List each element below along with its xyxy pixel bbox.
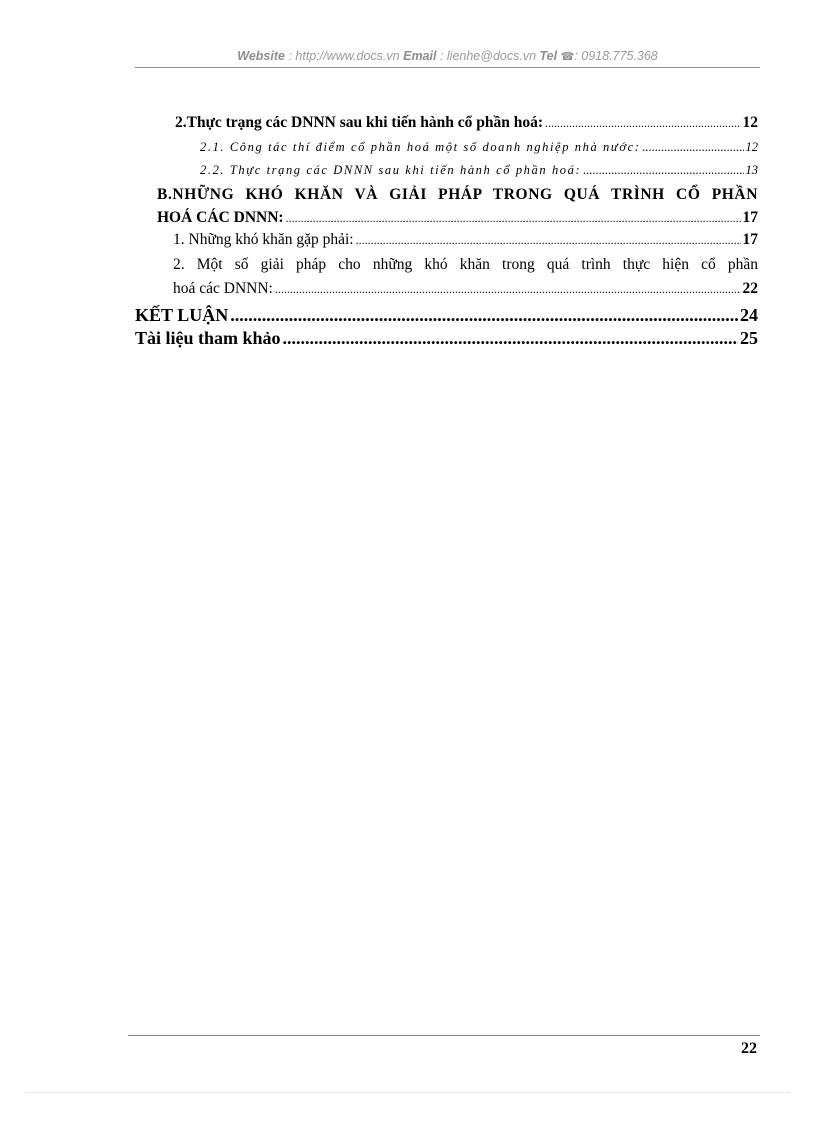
toc-item-label: 2.Thực trạng các DNNN sau khi tiến hành cổ phần hoá: [175,114,544,131]
toc-leader [643,140,744,155]
toc-page-number: 17 [742,231,758,248]
toc-page-number: 17 [742,209,758,226]
toc-leader [286,211,741,226]
tel-value: : 0918.775.368 [574,49,658,63]
toc-page-number: 13 [745,163,758,177]
toc-item-b2-line1: 2. Một số giải pháp cho những khó khăn trong quá trình thực hiện cổ phần [173,256,758,273]
email-value: : lienhe@docs.vn [439,49,537,63]
website-value: : http://www.docs.vn [288,49,400,63]
footer-divider [128,1035,760,1036]
toc-item-2 [175,114,758,132]
toc-page-number: 22 [742,280,758,297]
email-label: Email [403,49,437,63]
toc-item-label: HOÁ CÁC DNNN: [157,209,284,226]
website-label: Website [237,49,285,63]
toc-item-2-2 [200,163,758,178]
toc-item-label: hoá các DNNN: [173,280,273,297]
toc-item-label: 2.2. Thực trạng các DNNN sau khi tiến hành cổ phần hoá: [200,163,582,177]
toc-tai-lieu [135,328,758,349]
toc-page-number: 25 [740,328,758,348]
toc-item-label: Tài liệu tham khảo [135,328,281,348]
toc-item-b2 [173,280,758,298]
toc-item-b-line1: B.NHỮNG KHÓ KHĂN VÀ GIẢI PHÁP TRONG QUÁ TRÌNH CỔ PHẦN [157,186,758,203]
toc-page-number: 24 [740,305,758,325]
toc-ket-luan [135,305,758,326]
toc-leader [583,163,743,178]
page-bottom-border [26,1092,790,1093]
toc-item-b [157,209,758,227]
page-header [135,46,760,68]
toc-leader [283,328,738,349]
phone-icon: ☎ [560,51,575,63]
toc-item-label: KẾT LUẬN [135,305,229,325]
toc-leader [275,282,741,297]
toc-leader [230,305,738,326]
toc-leader [356,233,741,248]
toc-item-label: 1. Những khó khăn gặp phải: [173,231,354,248]
page-number: 22 [741,1040,757,1057]
toc-leader [545,116,740,131]
toc-page-number: 12 [745,140,758,154]
toc-page-number: 12 [742,114,758,131]
toc-item-b1 [173,231,758,249]
toc-item-2-1 [200,140,758,155]
tel-label: Tel [539,49,558,63]
toc-item-label: 2.1. Công tác thí điểm cổ phần hoá một số doanh nghiệp nhà nước: [200,140,641,154]
